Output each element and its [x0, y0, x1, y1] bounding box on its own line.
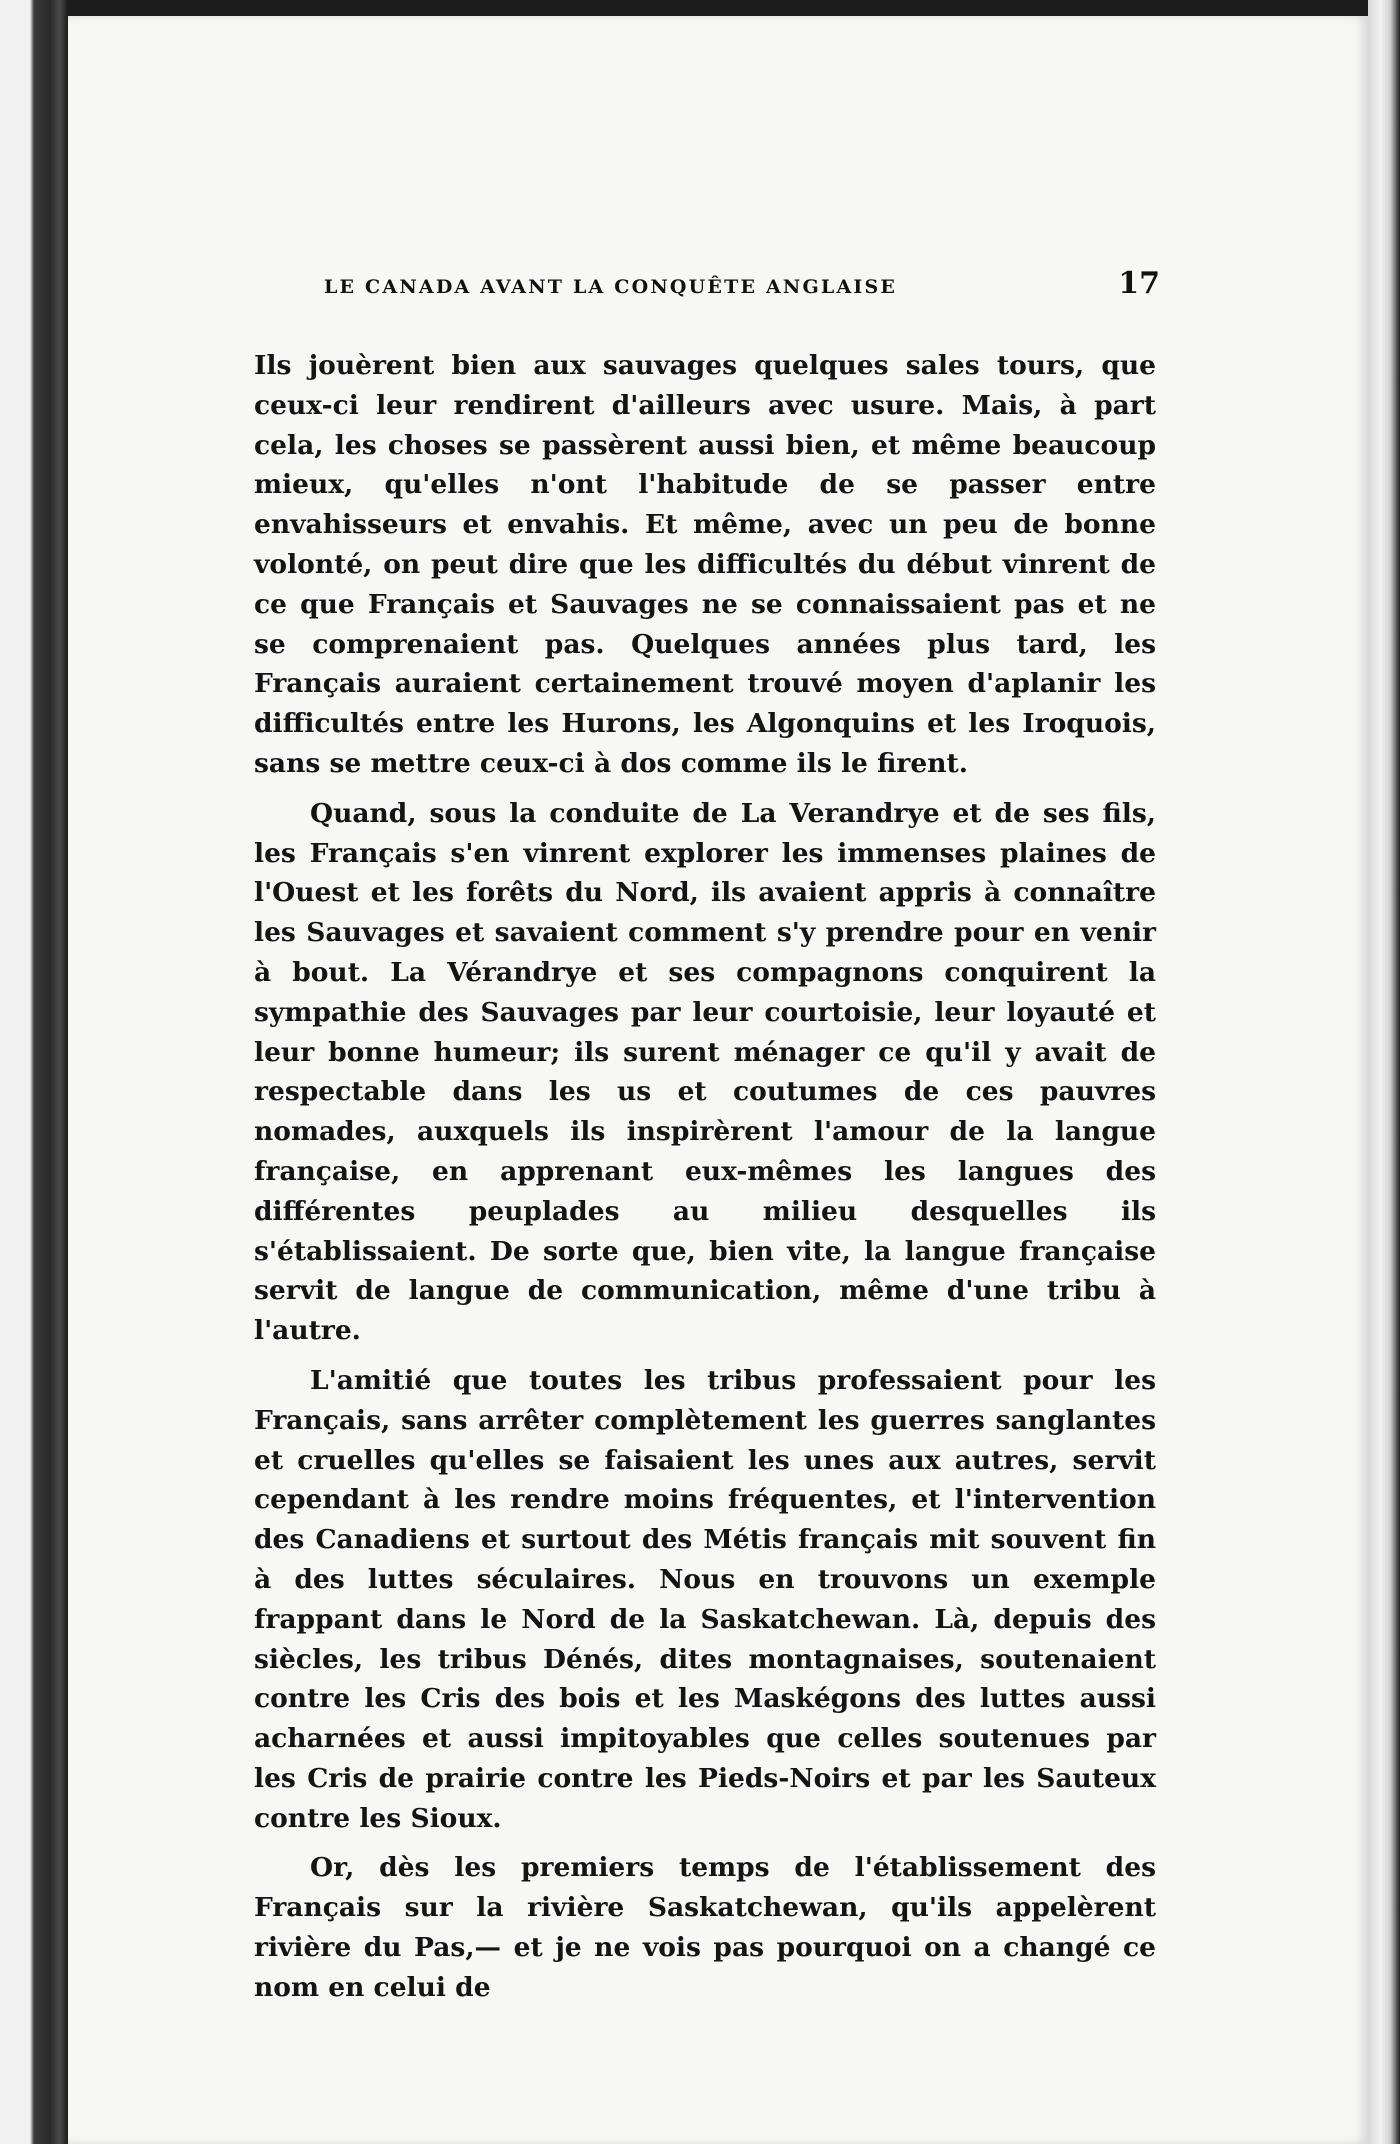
paragraph-4: Or, dès les premiers temps de l'établissement des Français sur la rivière Saskatchewan, qu'ils appelèrent rivière du Pas,— et je ne vois pas pourquoi on a changé ce nom en celui de	[254, 1852, 1156, 2003]
page-number: 17	[1118, 266, 1160, 301]
right-page-edge	[1368, 0, 1400, 2144]
running-title: LE CANADA AVANT LA CONQUÊTE ANGLAISE	[324, 276, 898, 298]
page-header	[324, 266, 1160, 306]
paragraph-1: Ils jouèrent bien aux sauvages quelques sales tours, que ceux-ci leur rendirent d'ailleurs avec usure. Mais, à part cela, les choses se passèrent aussi bien, et même beaucoup mieux, qu'elles n'ont l'habitude de se passer entre envahisseurs et envahis. Et même, avec un peu de bonne volonté, on peut dire que les difficultés du début vinrent de ce que Français et Sauvages ne se connaissaient pas et ne se comprenaient pas. Quelques années plus tard, les Français auraient certainement trouvé moyen d'aplanir les difficultés entre les Hurons, les Algonquins et les Iroquois, sans se mettre ceux-ci à dos comme ils le firent.	[254, 350, 1156, 779]
paragraph-2: Quand, sous la conduite de La Verandrye et de ses fils, les Français s'en vinrent explorer les immenses plaines de l'Ouest et les forêts du Nord, ils avaient appris à connaître les Sauvages et savaient comment s'y prendre pour en venir à bout. La Vérandrye et ses compagnons conquirent la sympathie des Sauvages par leur courtoisie, leur loyauté et leur bonne humeur; ils surent ménager ce qu'il y avait de respectable dans les us et coutumes de ces pauvres nomades, auxquels ils inspirèrent l'amour de la langue française, en apprenant eux-mêmes les langues des différentes peuplades au milieu desquelles ils s'établissaient. De sorte que, bien vite, la langue française servit de langue de communication, même d'une tribu à l'autre.	[254, 797, 1156, 1347]
left-page-edge	[0, 0, 68, 2144]
page-body	[254, 346, 1156, 2018]
paragraph-3: L'amitié que toutes les tribus professaient pour les Français, sans arrêter complètement les guerres sanglantes et cruelles qu'elles se faisaient les unes aux autres, servit cependant à les rendre moins fréquentes, et l'intervention des Canadiens et surtout des Métis français mit souvent fin à des luttes séculaires. Nous en trouvons un exemple frappant dans le Nord de la Saskatchewan. Là, depuis des siècles, les tribus Dénés, dites montagnaises, soutenaient contre les Cris des bois et les Maskégons des luttes aussi acharnées et aussi impitoyables que celles soutenues par les Cris de prairie contre les Pieds-Noirs et par les Sauteux contre les Sioux.	[254, 1364, 1156, 1834]
